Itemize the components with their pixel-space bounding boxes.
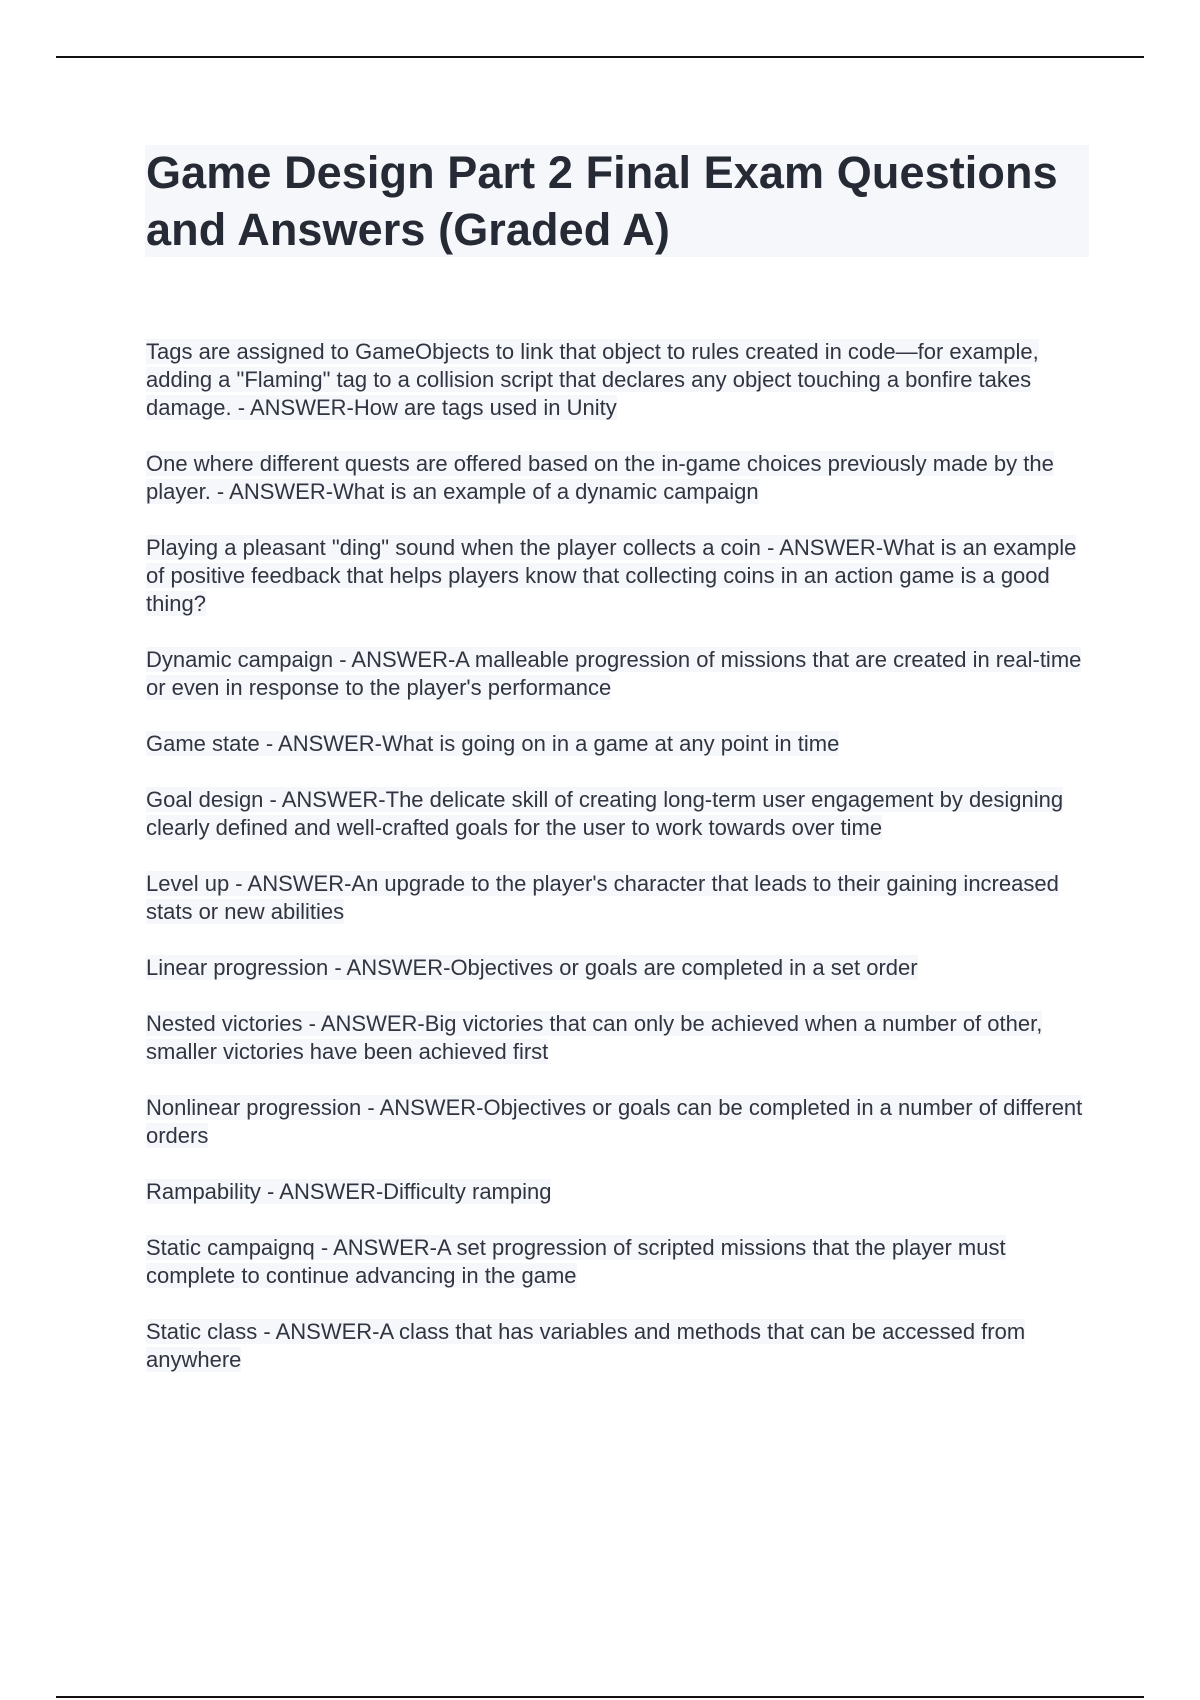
qa-entry-text: Goal design - ANSWER-The delicate skill of creating long-term user engagement by designing clearly defined and well-crafted goals for the user to work towards over time <box>146 787 1064 840</box>
qa-entry <box>146 534 1096 618</box>
top-divider <box>56 56 1144 58</box>
qa-entry-text: Linear progression - ANSWER-Objectives or goals are completed in a set order <box>146 955 918 980</box>
qa-entry <box>146 1234 1096 1290</box>
qa-entry-text: Static campaignq - ANSWER-A set progression of scripted missions that the player must complete to continue advancing in the game <box>146 1235 1006 1288</box>
qa-entry <box>146 450 1096 506</box>
qa-entry-text: One where different quests are offered based on the in-game choices previously made by the player. - ANSWER-What is an example of a dynamic campaign <box>146 451 1054 504</box>
qa-entry <box>146 870 1096 926</box>
qa-entry-text: Nested victories - ANSWER-Big victories that can only be achieved when a number of other, smaller victories have been achieved first <box>146 1011 1043 1064</box>
qa-entry <box>146 786 1096 842</box>
qa-entry-text: Tags are assigned to GameObjects to link that object to rules created in code—for example, adding a "Flaming" tag to a collision script that declares any object touching a bonfire takes damage. - ANSWER-How are tags used in Unity <box>146 339 1039 420</box>
qa-entry <box>146 646 1096 702</box>
qa-entry-text: Game state - ANSWER-What is going on in a game at any point in time <box>146 731 840 756</box>
qa-entry-text: Nonlinear progression - ANSWER-Objectives or goals can be completed in a number of different orders <box>146 1095 1083 1148</box>
qa-entry-text: Level up - ANSWER-An upgrade to the player's character that leads to their gaining increased stats or new abilities <box>146 871 1059 924</box>
qa-entry <box>146 1178 1096 1206</box>
qa-entry <box>146 1010 1096 1066</box>
bottom-divider <box>56 1696 1144 1698</box>
qa-entry <box>146 1318 1096 1374</box>
qa-entry-text: Dynamic campaign - ANSWER-A malleable progression of missions that are created in real-time or even in response to the player's performance <box>146 647 1082 700</box>
qa-entry <box>146 1094 1096 1150</box>
qa-entry <box>146 730 1096 758</box>
qa-entry <box>146 954 1096 982</box>
qa-entry-text: Playing a pleasant "ding" sound when the player collects a coin - ANSWER-What is an example of positive feedback that helps players know that collecting coins in an action game is a good thing? <box>146 535 1077 616</box>
qa-entry-text: Rampability - ANSWER-Difficulty ramping <box>146 1179 552 1204</box>
qa-list <box>146 338 1096 1402</box>
qa-entry <box>146 338 1096 422</box>
qa-entry-text: Static class - ANSWER-A class that has variables and methods that can be accessed from anywhere <box>146 1319 1026 1372</box>
document-title: Game Design Part 2 Final Exam Questions and Answers (Graded A) <box>146 147 1058 255</box>
